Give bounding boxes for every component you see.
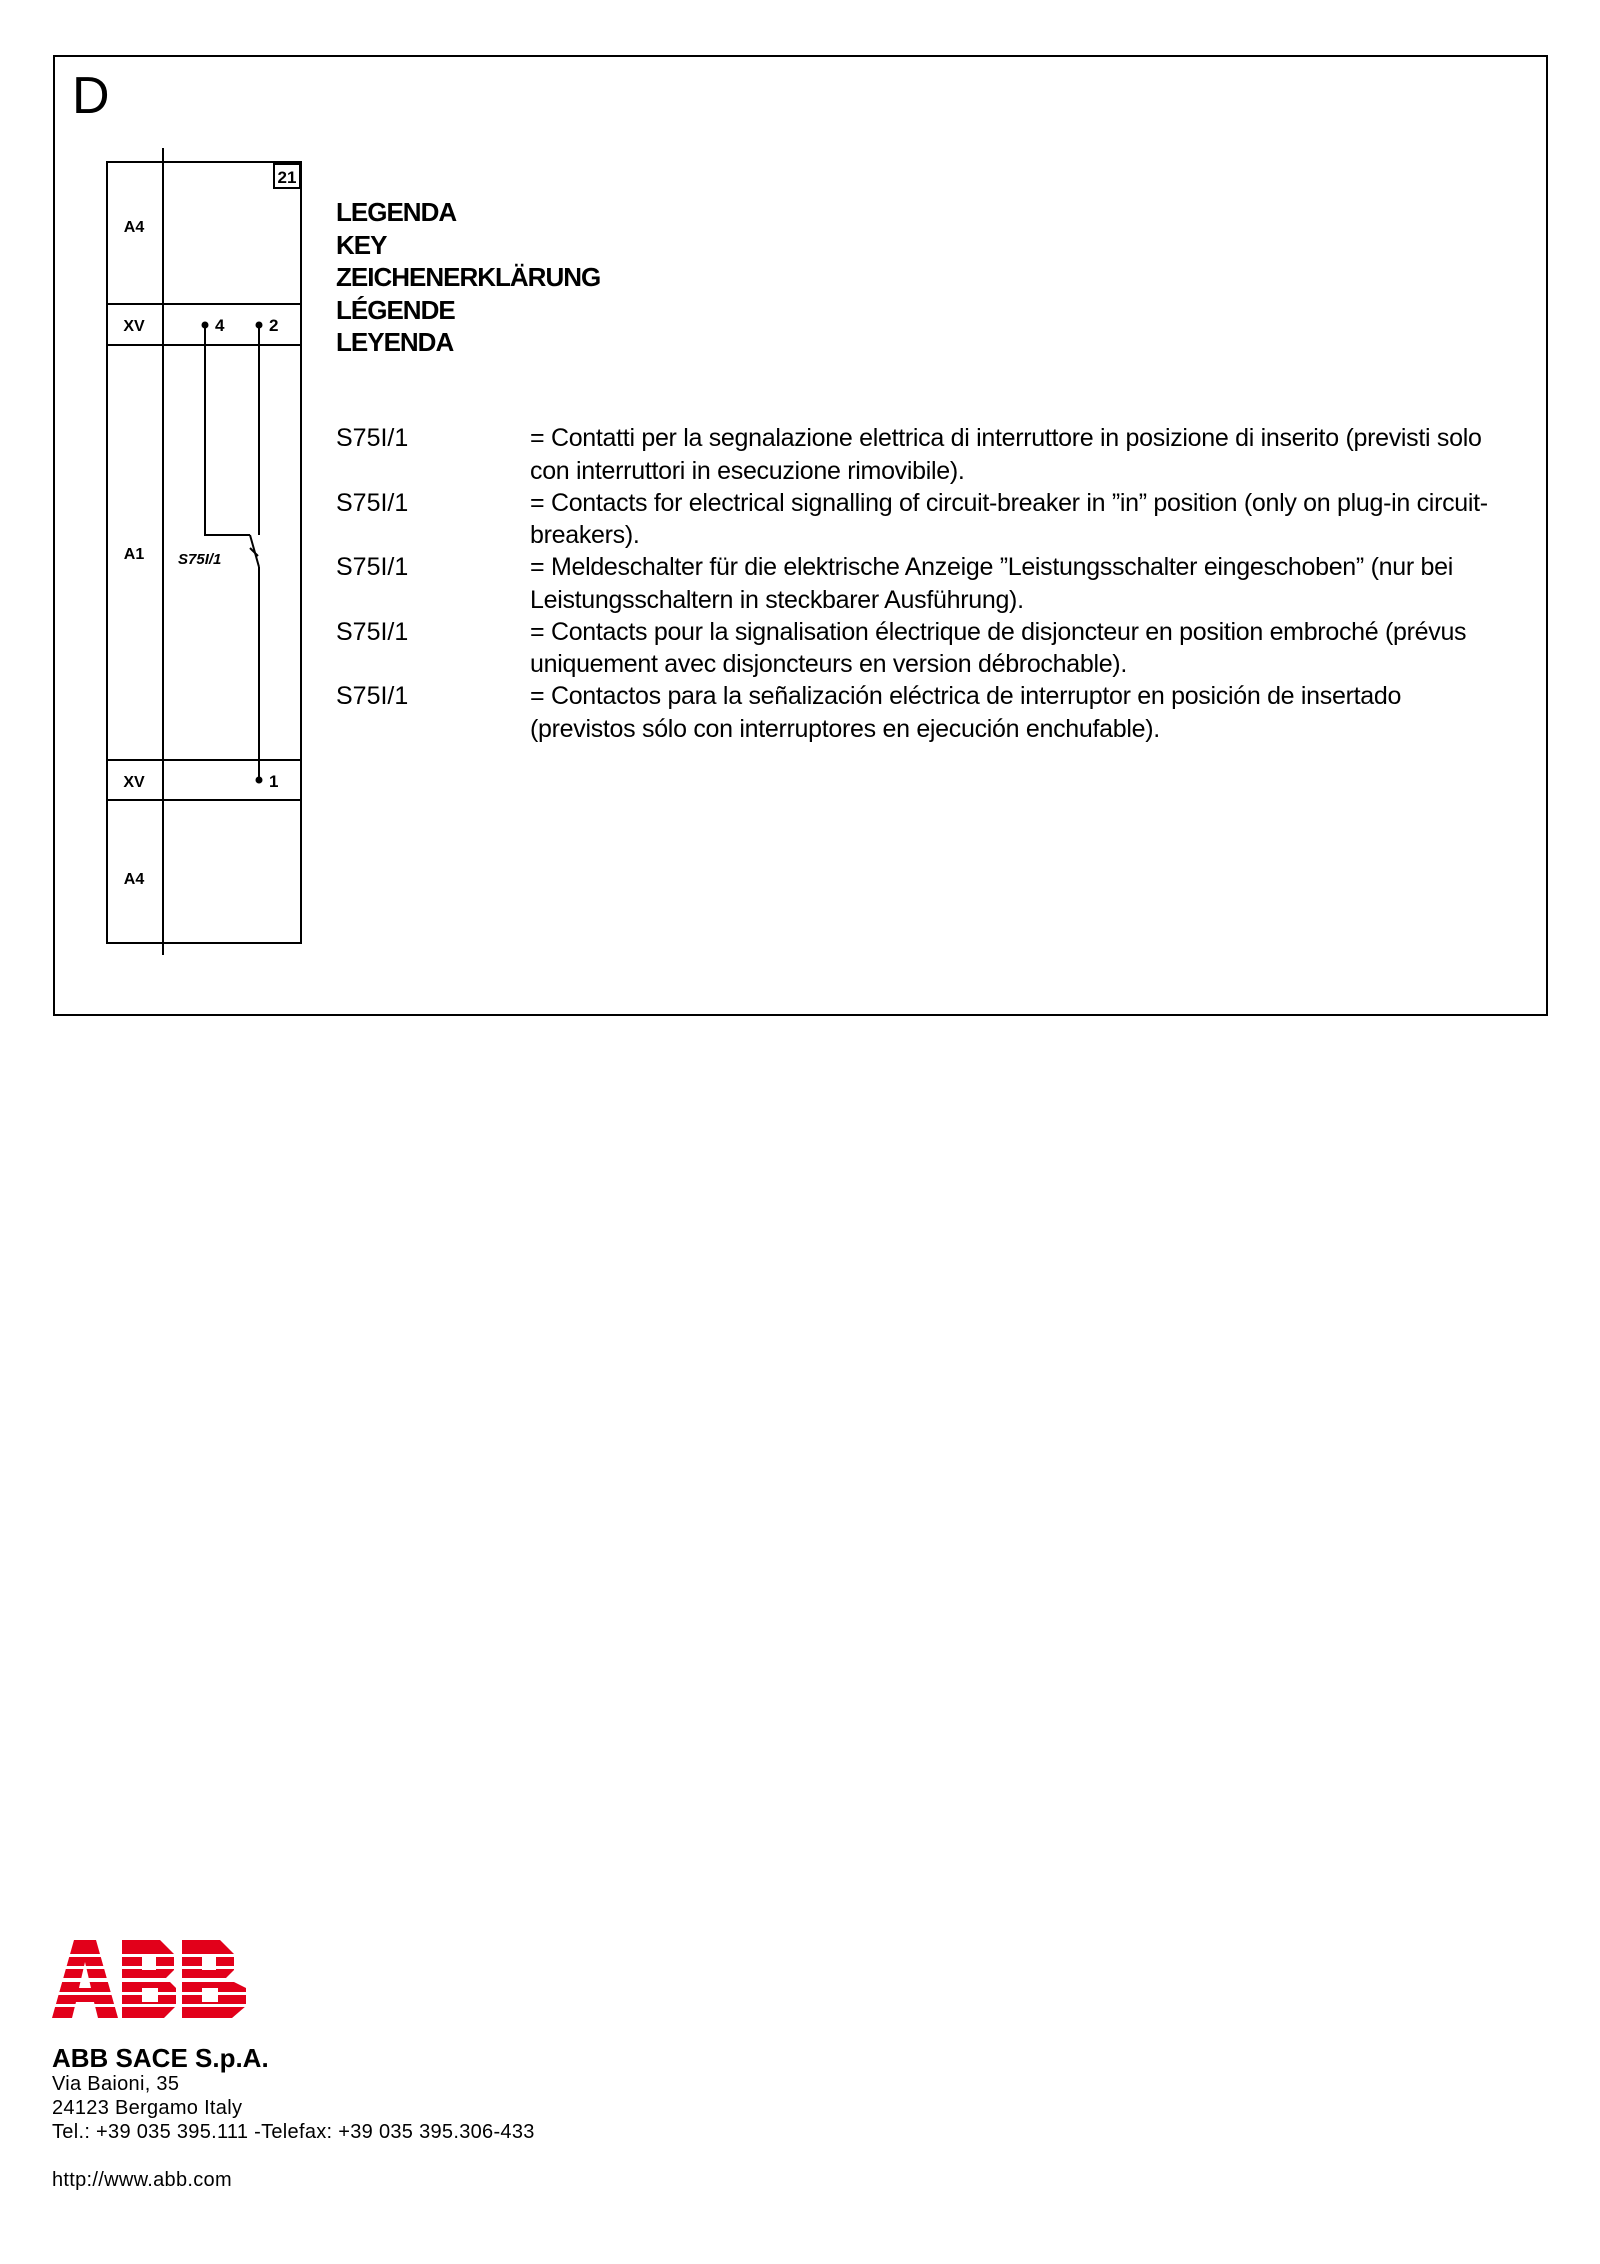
terminal-4-label: 4 <box>215 316 225 335</box>
row-label-a4-top: A4 <box>123 219 145 236</box>
key-titles <box>336 196 600 359</box>
contact-label: S75I/1 <box>178 551 222 568</box>
wire-terminal-4 <box>205 325 250 535</box>
legend-entry <box>336 422 1506 487</box>
row-label-xv-top: XV <box>123 318 145 335</box>
abb-logo <box>52 1940 248 2018</box>
key-title-fr: LÉGENDE <box>336 294 455 325</box>
phone-fax: Tel.: +39 035 395.111 -Telefax: +39 035 395.306-433 <box>52 2121 535 2143</box>
legend-entry <box>336 551 1506 616</box>
terminal-1-label: 1 <box>269 772 279 791</box>
address-line-1: Via Baioni, 35 <box>52 2073 180 2095</box>
key-title-en: KEY <box>336 229 387 260</box>
terminal-2-label: 2 <box>269 316 279 335</box>
circuit-diagram <box>0 0 320 960</box>
entry-code: S75I/1 <box>336 488 409 517</box>
section-letter: D <box>72 67 110 125</box>
legend-entry <box>336 616 1506 681</box>
legend-entry <box>336 680 1506 745</box>
entry-code: S75I/1 <box>336 617 409 646</box>
entry-description: = Contactos para la señalización eléctrica de interruptor en posición de insertado (previstos sólo con interruptores en ejecución enchufable). <box>530 682 1402 743</box>
entry-description: = Contatti per la segnalazione elettrica di interruttore in posizione di inserito (previsti solo con interruttori in esecuzione rimovibile). <box>530 424 1482 485</box>
key-title-de: ZEICHENERKLÄRUNG <box>336 262 601 292</box>
website-link[interactable]: http://www.abb.com <box>52 2169 232 2191</box>
row-label-a1: A1 <box>123 546 145 563</box>
key-title-es: LEYENDA <box>336 327 454 357</box>
entry-description: = Contacts pour la signalisation électrique de disjoncteur en position embroché (prévus uniquement avec disjoncteurs en version débrochable). <box>530 617 1467 678</box>
row-label-xv-bottom: XV <box>123 774 145 791</box>
entry-description: = Meldeschalter für die elektrische Anzeige ”Leistungsschalter eingeschoben” (nur bei Leistungsschaltern in steckbarer Ausführung). <box>530 553 1453 614</box>
legend-entry <box>336 487 1506 552</box>
company-name: ABB SACE S.p.A. <box>52 2043 269 2073</box>
key-title-it: LEGENDA <box>336 197 457 227</box>
row-label-a4-bottom: A4 <box>123 871 145 888</box>
sheet-number: 21 <box>277 168 297 187</box>
entry-code: S75I/1 <box>336 424 409 452</box>
address-line-2: 24123 Bergamo Italy <box>52 2097 243 2119</box>
entry-code: S75I/1 <box>336 553 409 581</box>
entry-code: S75I/1 <box>336 682 409 710</box>
contact-blade <box>250 535 259 567</box>
legend-entries <box>336 422 1506 745</box>
entry-description: = Contacts for electrical signalling of circuit-breaker in ”in” position (only on plug-in circuit-breakers). <box>530 488 1488 549</box>
